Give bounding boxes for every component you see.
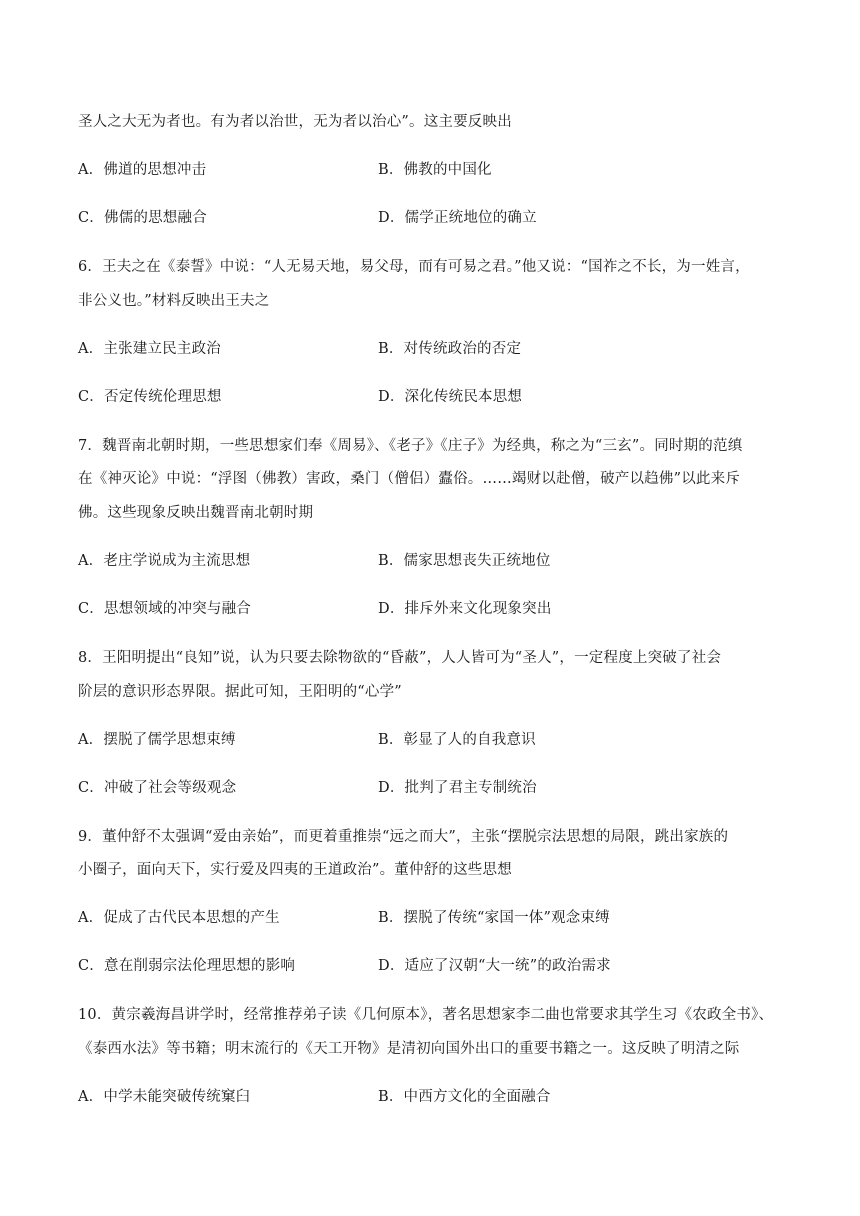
q7-option-c: C．思想领域的冲突与融合 bbox=[78, 601, 251, 617]
q8-stem-line-1: 8．王阳明提出“良知”说，认为只要去除物欲的“昏蔽”，人人皆可为“圣人”，一定程度上突破了社会 bbox=[78, 650, 722, 666]
q8-option-a: A．摆脱了儒学思想束缚 bbox=[78, 732, 236, 748]
q10-option-b: B．中西方文化的全面融合 bbox=[378, 1089, 551, 1105]
q6-stem-line-2: 非公义也。”材料反映出王夫之 bbox=[78, 293, 270, 309]
q6-stem-line-1: 6．王夫之在《泰誓》中说：“人无易天地，易父母，而有可易之君。”他又说：“国祚之不长，为一姓言， bbox=[78, 259, 750, 275]
q9-option-b: B．摆脱了传统“家国一体”观念束缚 bbox=[378, 910, 610, 926]
q9-option-c: C．意在削弱宗法伦理思想的影响 bbox=[78, 958, 296, 974]
q7-option-b: B．儒家思想丧失正统地位 bbox=[378, 553, 551, 569]
q9-stem-line-1: 9．董仲舒不太强调“爱由亲始”，而更着重推崇“远之而大”，主张“摆脱宗法思想的局限，跳出家族的 bbox=[78, 829, 729, 845]
q6-option-b: B．对传统政治的否定 bbox=[378, 341, 522, 357]
q9-option-a: A．促成了古代民本思想的产生 bbox=[78, 910, 280, 926]
q8-option-d: D．批判了君主专制统治 bbox=[378, 780, 537, 796]
q5-option-d: D．儒学正统地位的确立 bbox=[378, 210, 537, 226]
q8-stem-line-2: 阶层的意识形态界限。据此可知，王阳明的“心学” bbox=[78, 684, 402, 700]
q10-stem-line-2: 《泰西水法》等书籍；明末流行的《天工开物》是清初向国外出口的重要书籍之一。这反映了明清之际 bbox=[78, 1041, 740, 1057]
q10-stem-line-1: 10．黄宗羲海昌讲学时，经常推荐弟子读《几何原本》，著名思想家李二曲也常要求其学生习《农政全书》、 bbox=[78, 1007, 774, 1023]
q8-option-c: C．冲破了社会等级观念 bbox=[78, 780, 237, 796]
q7-stem-line-1: 7．魏晋南北朝时期，一些思想家们奉《周易》、《老子》《庄子》为经典，称之为“三玄”。同时期的范缜 bbox=[78, 438, 743, 454]
q5-option-c: C．佛儒的思想融合 bbox=[78, 210, 207, 226]
q5-option-b: B．佛教的中国化 bbox=[378, 162, 492, 178]
q7-option-d: D．排斥外来文化现象突出 bbox=[378, 601, 552, 617]
q6-option-d: D．深化传统民本思想 bbox=[378, 389, 523, 405]
q7-stem-line-2: 在《神灭论》中说：“浮图（佛教）害政，桑门（僧侣）蠹俗。……竭财以赴僧，破产以趋佛”以此来斥 bbox=[78, 471, 741, 487]
q10-option-a: A．中学未能突破传统窠臼 bbox=[78, 1089, 251, 1105]
q9-stem-line-2: 小圈子，面向天下，实行爱及四夷的王道政治”。董仲舒的这些思想 bbox=[78, 862, 512, 878]
q6-option-c: C．否定传统伦理思想 bbox=[78, 389, 222, 405]
q5-stem-tail: 圣人之大无为者也。有为者以治世，无为者以治心”。这主要反映出 bbox=[78, 114, 512, 130]
q7-stem-line-3: 佛。这些现象反映出魏晋南北朝时期 bbox=[78, 505, 314, 521]
q8-option-b: B．彰显了人的自我意识 bbox=[378, 732, 536, 748]
q7-option-a: A．老庄学说成为主流思想 bbox=[78, 553, 251, 569]
q9-option-d: D．适应了汉朝“大一统”的政治需求 bbox=[378, 958, 611, 974]
q5-option-a: A．佛道的思想冲击 bbox=[78, 162, 207, 178]
q6-option-a: A．主张建立民主政治 bbox=[78, 341, 221, 357]
